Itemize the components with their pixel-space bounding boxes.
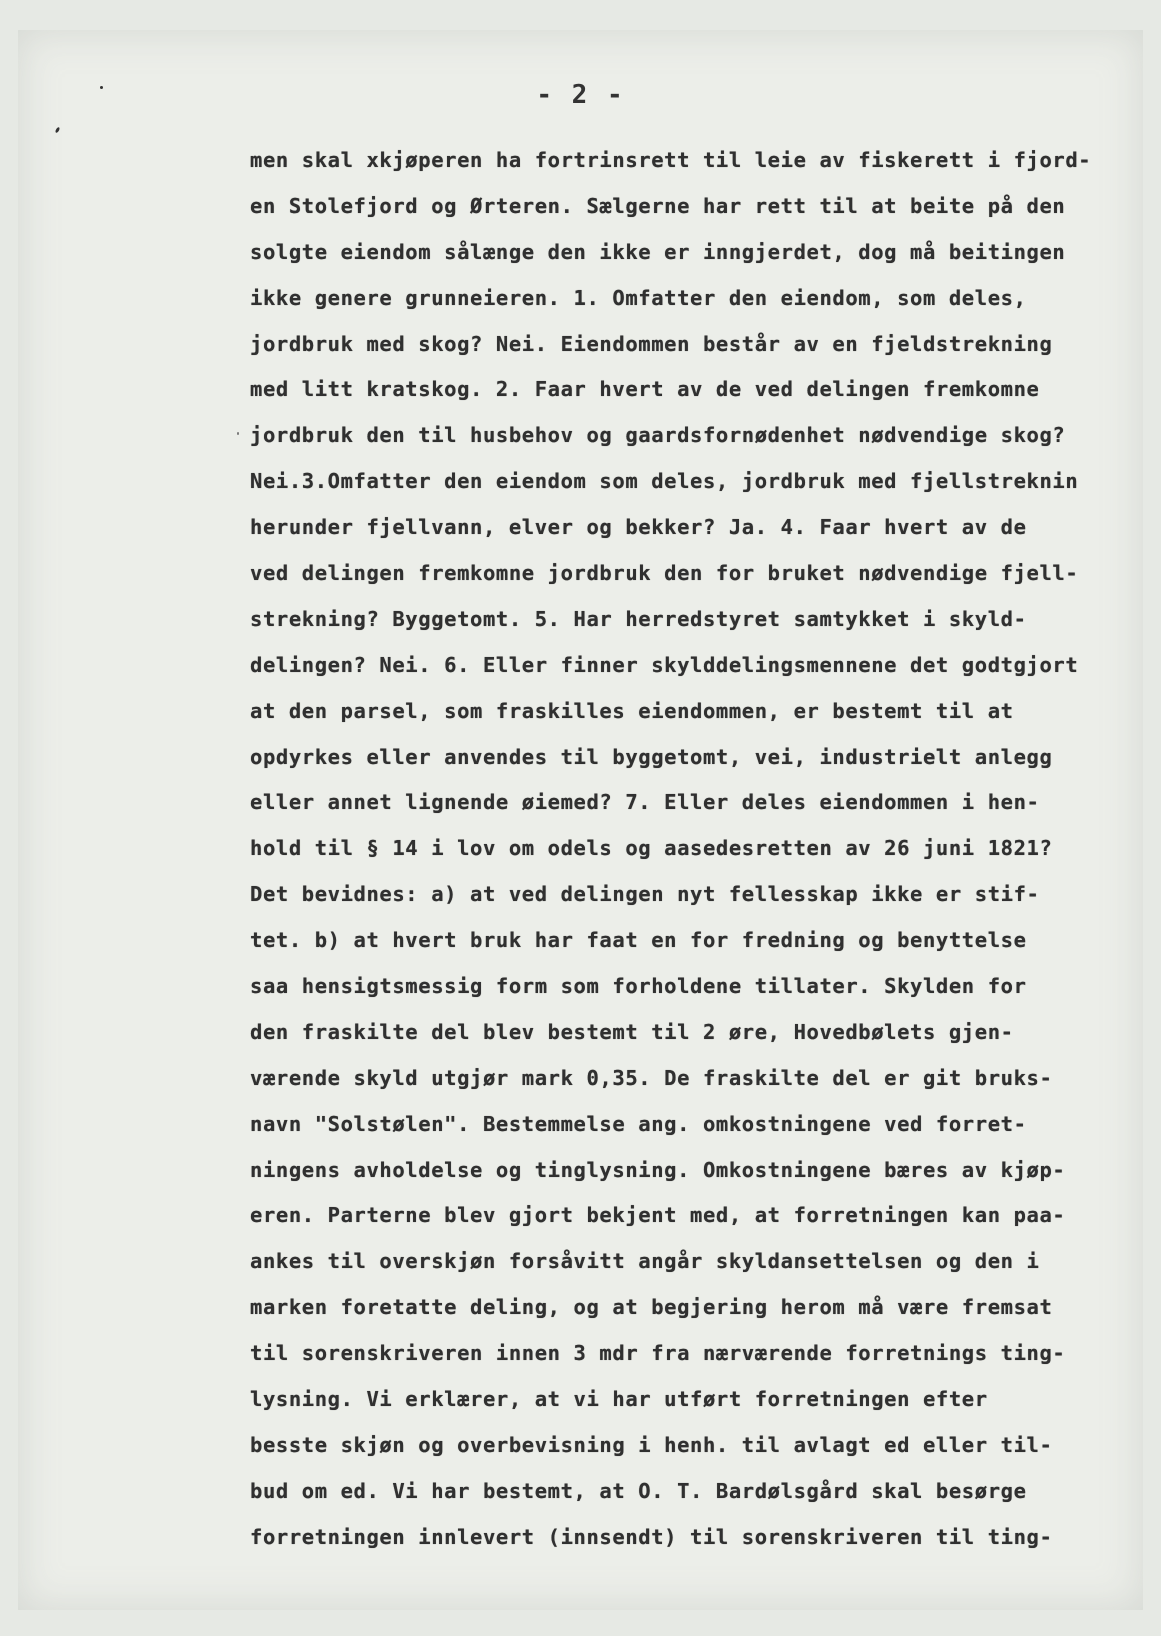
text-line: strekning? Byggetomt. 5. Har herredstyret samtykket i skyld- <box>250 606 1027 631</box>
text-line: med litt kratskog. 2. Faar hvert av de ved delingen fremkomne <box>250 377 1040 402</box>
text-line: eren. Parterne blev gjort bekjent med, at forretningen kan paa- <box>250 1203 1066 1228</box>
text-line: en Stolefjord og Ørteren. Sælgerne har rett til at beite på den <box>250 193 1066 218</box>
text-line: delingen? Nei. 6. Eller finner skylddelingsmennene det godtgjort <box>250 652 1079 677</box>
ink-speck <box>237 432 239 435</box>
text-line: jordbruk den til husbehov og gaardsfornødenhet nødvendige skog? <box>250 423 1066 448</box>
text-line: ikke genere grunneieren. 1. Omfatter den eiendom, som deles, <box>250 285 1027 310</box>
text-line: Nei.3.Omfatter den eiendom som deles, jordbruk med fjellstreknin <box>250 469 1079 494</box>
typed-text-body <box>250 138 1150 1561</box>
text-line: lysning. Vi erklærer, at vi har utført forretningen efter <box>250 1387 988 1412</box>
text-line: navn "Solstølen". Bestemmelse ang. omkostningene ved forret- <box>250 1111 1027 1136</box>
text-line: men skal xkjøperen ha fortrinsrett til leie av fiskerett i fjord- <box>250 148 1092 172</box>
text-line: tet. b) at hvert bruk har faat en for fredning og benyttelse <box>250 928 1027 953</box>
text-line: saa hensigtsmessig form som forholdene tillater. Skylden for <box>250 974 1027 999</box>
text-line: ved delingen fremkomne jordbruk den for bruket nødvendige fjell- <box>250 561 1079 586</box>
text-line: værende skyld utgjør mark 0,35. De fraskilte del er git bruks- <box>250 1065 1053 1090</box>
text-line: opdyrkes eller anvendes til byggetomt, vei, industrielt anlegg <box>250 744 1053 769</box>
text-line: bud om ed. Vi har bestemt, at O. T. Bardølsgård skal besørge <box>250 1478 1027 1503</box>
text-line: solgte eiendom sålænge den ikke er inngjerdet, dog må beitingen <box>250 239 1066 264</box>
text-line: ningens avholdelse og tinglysning. Omkostningene bæres av kjøp- <box>250 1157 1066 1182</box>
text-line: jordbruk med skog? Nei. Eiendommen består av en fjeldstrekning <box>250 331 1053 356</box>
text-line: til sorenskriveren innen 3 mdr fra nærværende forretnings ting- <box>250 1341 1066 1366</box>
text-line: Det bevidnes: a) at ved delingen nyt fellesskap ikke er stif- <box>250 882 1040 907</box>
text-line: ankes til overskjøn forsåvitt angår skyldansettelsen og den i <box>250 1249 1040 1274</box>
text-line: eller annet lignende øiemed? 7. Eller deles eiendommen i hen- <box>250 790 1040 815</box>
text-line: marken foretatte deling, og at begjering herom må være fremsat <box>250 1295 1053 1320</box>
text-line: hold til § 14 i lov om odels og aasedesretten av 26 juni 1821? <box>250 836 1053 861</box>
text-line: herunder fjellvann, elver og bekker? Ja. 4. Faar hvert av de <box>250 515 1027 540</box>
text-line: at den parsel, som fraskilles eiendommen, er bestemt til at <box>250 698 1014 723</box>
text-line: forretningen innlevert (innsendt) til sorenskriveren til ting- <box>250 1524 1053 1549</box>
text-line: besste skjøn og overbevisning i henh. til avlagt ed eller til- <box>250 1432 1053 1457</box>
page-number: - 2 - <box>536 80 625 110</box>
text-line: den fraskilte del blev bestemt til 2 øre, Hovedbølets gjen- <box>250 1019 1014 1044</box>
